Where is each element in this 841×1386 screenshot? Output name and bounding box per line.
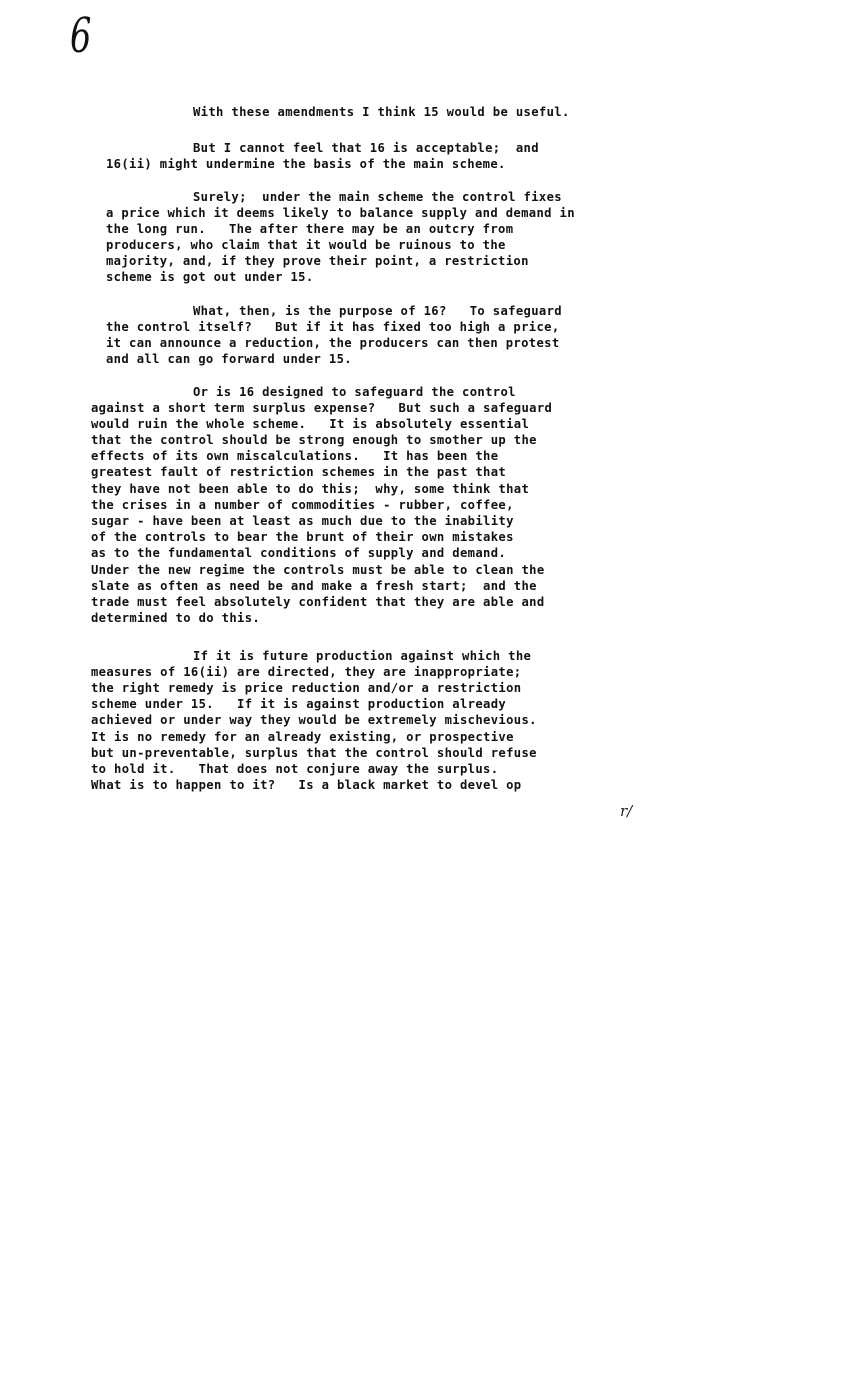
- paragraph-5-line-3: would ruin the whole scheme. It is absolutely essential: [91, 417, 530, 431]
- continuation-mark: r/: [620, 802, 633, 820]
- paragraph-5-line-10: of the controls to bear the brunt of their own mistakes: [91, 530, 514, 544]
- paragraph-5-line-11: as to the fundamental conditions of supply and demand.: [91, 546, 507, 560]
- paragraph-5-line-6: greatest fault of restriction schemes in the past that: [91, 465, 507, 479]
- paragraph-3-line-1: Surely; under the main scheme the control fixes: [193, 190, 562, 204]
- paragraph-5-line-14: trade must feel absolutely confident that they are able and: [91, 595, 545, 609]
- paragraph-5-line-1: Or is 16 designed to safeguard the control: [193, 385, 516, 399]
- paragraph-3-line-6: scheme is got out under 15.: [106, 270, 314, 284]
- paragraph-3-line-4: producers, who claim that it would be ruinous to the: [106, 238, 506, 252]
- paragraph-6-line-3: the right remedy is price reduction and/or a restriction: [91, 681, 522, 695]
- paragraph-5-line-12: Under the new regime the controls must be able to clean the: [91, 563, 545, 577]
- paragraph-5-line-15: determined to do this.: [91, 611, 261, 625]
- paragraph-6-line-1: If it is future production against which the: [193, 649, 532, 663]
- paragraph-6-line-7: but un-preventable, surplus that the control should refuse: [91, 746, 537, 760]
- paragraph-1-line-1: With these amendments I think 15 would be useful.: [193, 105, 570, 119]
- paragraph-5-line-7: they have not been able to do this; why, some think that: [91, 482, 530, 496]
- paragraph-5-line-2: against a short term surplus expense? But such a safeguard: [91, 401, 553, 415]
- paragraph-5-line-4: that the control should be strong enough to smother up the: [91, 433, 537, 447]
- paragraph-3-line-5: majority, and, if they prove their point, a restriction: [106, 254, 529, 268]
- paragraph-5-line-5: effects of its own miscalculations. It has been the: [91, 449, 499, 463]
- paragraph-4-line-2: the control itself? But if it has fixed too high a price,: [106, 320, 560, 334]
- page-number-mark: 6: [70, 8, 92, 64]
- paragraph-6-line-9: What is to happen to it? Is a black market to devel op: [91, 778, 522, 792]
- paragraph-6-line-4: scheme under 15. If it is against production already: [91, 697, 507, 711]
- paragraph-3-line-3: the long run. The after there may be an outcry from: [106, 222, 514, 236]
- paragraph-4-line-4: and all can go forward under 15.: [106, 352, 352, 366]
- paragraph-6-line-5: achieved or under way they would be extremely mischevious.: [91, 713, 537, 727]
- paragraph-5-line-9: sugar - have been at least as much due to the inability: [91, 514, 514, 528]
- paragraph-6-line-2: measures of 16(ii) are directed, they are inappropriate;: [91, 665, 522, 679]
- paragraph-4-line-1: What, then, is the purpose of 16? To safeguard: [193, 304, 562, 318]
- paragraph-2-line-2: 16(ii) might undermine the basis of the main scheme.: [106, 157, 506, 171]
- paragraph-2-line-1: But I cannot feel that 16 is acceptable; and: [193, 141, 539, 155]
- paragraph-6-line-8: to hold it. That does not conjure away the surplus.: [91, 762, 499, 776]
- paragraph-5-line-13: slate as often as need be and make a fresh start; and the: [91, 579, 537, 593]
- paragraph-6-line-6: It is no remedy for an already existing, or prospective: [91, 730, 514, 744]
- paragraph-5-line-8: the crises in a number of commodities - rubber, coffee,: [91, 498, 514, 512]
- paragraph-3-line-2: a price which it deems likely to balance supply and demand in: [106, 206, 575, 220]
- paragraph-4-line-3: it can announce a reduction, the producers can then protest: [106, 336, 560, 350]
